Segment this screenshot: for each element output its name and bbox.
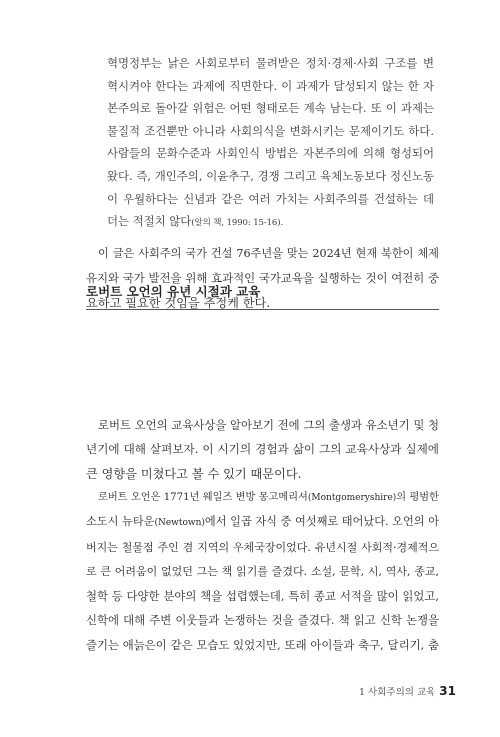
quote-line: 물질적 조건뿐만 아니라 사회의식을 변화시키는 문제이기도 하다. <box>107 123 434 138</box>
quote-line: 왔다. 즉, 개인주의, 이윤추구, 경쟁 그리고 육체노동보다 정신노동 <box>107 168 434 183</box>
text-run: 의 평범한 <box>396 492 439 503</box>
quote-line: 본주의로 돌아갈 위험은 어떤 형태로든 계속 남는다. 또 이 과제는 <box>107 101 434 116</box>
paragraph-line: 년기에 대해 살펴보자. 이 시기의 경험과 삶이 그의 교육사상과 실제에 <box>86 442 439 457</box>
english-term: (Newtown) <box>154 518 205 529</box>
english-term: (Montgomeryshire) <box>307 493 397 503</box>
paragraph-line <box>86 486 439 510</box>
paragraph-line: 신학에 대해 주변 이웃들과 논쟁하는 것을 즐겼다. 책 읽고 신학 논쟁을 <box>86 613 439 628</box>
paragraph-line: 철학 등 다양한 분야의 책을 섭렵했는데, 특히 종교 서적을 많이 읽었고, <box>86 589 439 604</box>
paragraph-line: 즐기는 애늙은이 같은 모습도 있었지만, 또래 아이들과 축구, 달리기, 춤 <box>86 637 439 652</box>
page-number: 31 <box>439 684 456 698</box>
section-heading: 로버트 오언의 유년 시절과 교육 <box>86 282 439 310</box>
paragraph-early-life-intro <box>86 413 439 486</box>
quote-citation: (알의 책, 1990: 15-16). <box>191 218 284 229</box>
paragraph-birth-childhood <box>86 486 439 657</box>
paragraph-line: 로 큰 어려움이 없었던 그는 책 읽기를 즐겼다. 소설, 문학, 시, 역사, 종교, <box>86 564 439 578</box>
paragraph-line: 큰 영향을 미쳤다고 볼 수 있기 때문이다. <box>86 466 302 481</box>
paragraph-line: 이 글은 사회주의 국가 건설 76주년을 맞는 2024년 현재 북한이 체제 <box>98 247 439 260</box>
block-quote <box>107 52 434 235</box>
page-footer <box>300 684 456 698</box>
quote-last-text: 더는 적절치 않다 <box>107 214 192 229</box>
paragraph-line: 유지와 국가 발전을 위해 효과적인 국가교육을 실행하는 것이 여전히 중 <box>86 271 439 286</box>
running-chapter-label: 1 사회주의의 교육 <box>358 687 436 698</box>
paragraph-line <box>86 510 439 535</box>
quote-line: 이 우월하다는 신념과 같은 여러 가치는 사회주의를 건설하는 데 <box>107 191 434 206</box>
paragraph-line: 요하고 필요한 것임을 추정케 한다. <box>86 295 271 310</box>
quote-last-line <box>107 210 434 235</box>
quote-line: 혁명정부는 낡은 사회로부터 물려받은 정치·경제·사회 구조를 변 <box>107 56 434 70</box>
quote-line: 혁시켜야 한다는 과제에 직면한다. 이 과제가 달성되지 않는 한 자 <box>107 78 434 93</box>
paragraph-line: 버지는 철물점 주인 겸 지역의 우체국장이었다. 유년시절 사회적·경제적으 <box>86 540 439 554</box>
paragraph-line: 로버트 오언의 교육사상을 알아보기 전에 그의 출생과 유소년기 및 청 <box>98 418 439 432</box>
quote-line: 사람들의 문화수준과 사회인식 방법은 자본주의에 의해 형성되어 <box>107 146 434 161</box>
text-run: 에서 일곱 자식 중 여섯째로 태어났다. 오언의 아 <box>204 515 439 529</box>
text-run: 소도시 뉴타운 <box>86 515 155 529</box>
text-run: 로버트 오언은 1771년 웨일즈 변방 몽고메리셔 <box>98 492 308 503</box>
